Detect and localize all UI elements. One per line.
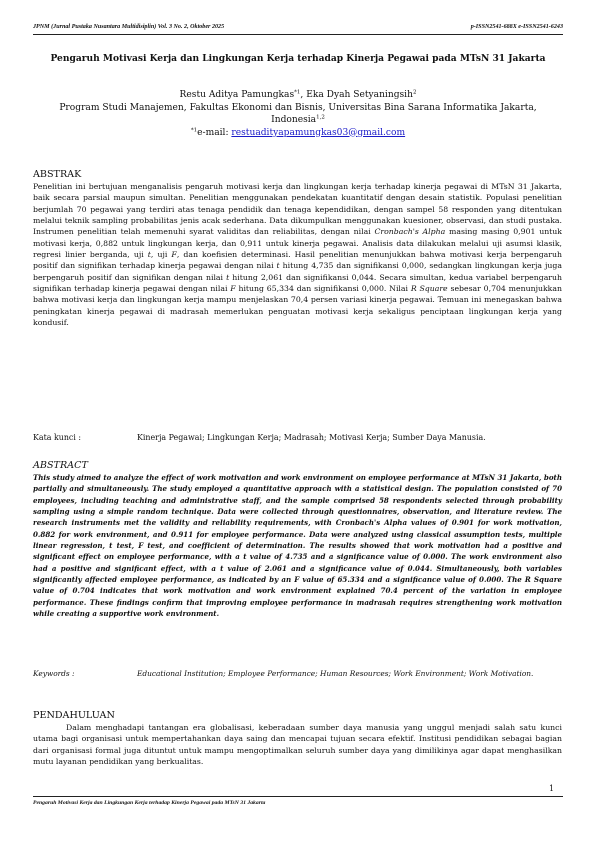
abstrak-em-rsquare: R Square xyxy=(410,284,448,294)
abstrak-text-2: masing masing 0,901 untuk motivasi kerja, 0,882 untuk lingkungan kerja, dan 0,911 untuk kinerja pegawai. Analisis data dilakukan melalui uji asumsi klasik, regresi linier berganda, uji xyxy=(33,227,562,260)
abstrak-text-8: sebesar 0,704 menunjukkan bahwa motivasi kerja dan lingkungan kerja mampu menjelaskan 70,4 persen variasi kinerja pegawai. Temuan ini menegaskan bahwa peningkatan kinerja pegawai di madrasah memerlukan penguatan motivasi kerja sekaligus penciptaan lingkungan kerja yang kondusif. xyxy=(33,284,562,328)
abstrak-em-t1: t xyxy=(147,250,151,260)
email-label: e-mail: xyxy=(197,127,232,138)
author-1: Restu Aditya Pamungkas xyxy=(179,90,295,100)
affiliation-sup: 1,2 xyxy=(316,114,325,121)
abstrak-text-3: , uji xyxy=(150,250,172,260)
abstrak-body xyxy=(33,181,562,328)
pendahuluan-body: Dalam menghadapi tantangan era globalisasi, keberadaan sumber daya manusia yang unggul menjadi salah satu kunci utama bagi organisasi untuk mempertahankan daya saing dan mencapai tujuan secara efektif. Institusi pendidikan sebagai bagian dari organisasi formal juga dituntut untuk mampu mengoptimalkan seluruh sumber daya yang dimilikinya agar dapat menghasilkan mutu layanan pendidikan yang berkualitas. xyxy=(33,723,562,767)
abstrak-heading: ABSTRAK xyxy=(33,169,82,180)
abstrak-text-6: hitung 2,061 dan signifikansi 0,044. Secara simultan, kedua variabel berpengaruh signifikan terhadap kinerja pegawai dengan nilai xyxy=(33,272,562,294)
abstrak-em-cronbach: Cronbach's Alpha xyxy=(374,227,446,237)
paper-title: Pengaruh Motivasi Kerja dan Lingkungan Kerja terhadap Kinerja Pegawai pada MTsN 31 Jakarta xyxy=(50,53,546,64)
running-footer: Pengaruh Motivasi Kerja dan Lingkungan Kerja terhadap Kinerja Pegawai pada MTsN 31 Jakarta xyxy=(33,800,266,806)
email-sup: *1 xyxy=(190,127,198,133)
affiliation-line-1: Program Studi Manajemen, Fakultas Ekonomi dan Bisnis, Universitas Bina Sarana Informatika Jakarta, xyxy=(59,102,537,113)
abstrak-em-f2: F xyxy=(230,284,236,294)
author-2-sup: 2 xyxy=(412,89,417,96)
page-number: 1 xyxy=(549,784,555,793)
author-line xyxy=(33,89,563,102)
pendahuluan-heading: PENDAHULUAN xyxy=(33,710,115,721)
header-rule xyxy=(33,34,563,35)
affiliation-line-2 xyxy=(33,114,563,127)
author-2: Eka Dyah Setyaningsih xyxy=(306,90,413,100)
abstrak-text-7: hitung 65,334 dan signifikansi 0,000. Nilai xyxy=(235,284,411,294)
author-block xyxy=(33,89,563,139)
author-separator: , xyxy=(300,90,307,100)
abstract-heading: ABSTRACT xyxy=(33,460,88,471)
kata-kunci-line xyxy=(33,432,562,443)
keywords-line xyxy=(33,668,562,679)
header-journal-info: JPNM (Jurnal Pustaka Nusantara Multidisiplin) Vol. 3 No. 2, Oktober 2025 xyxy=(33,24,225,30)
abstract-body: This study aimed to analyze the effect of work motivation and work environment on employee performance at MTsN 31 Jakarta, both partially and simultaneously. The study employed a quantitative approach with a statistical design. The population consisted of 70 employees, including teaching and administrative staff, and the sample comprised 58 respondents selected through probability sampling using a simple random technique. Data were collected through questionnaires, observation, and literature review. The research instruments met the validity and reliability requirements, with Cronbach's Alpha values of 0.901 for work motivation, 0.882 for work environment, and 0.911 for employee performance. Data were analyzed using classical assumption tests, multiple linear regression, t test, F test, and coefficient of determination. The results showed that work motivation had a positive and significant effect on employee performance, with a t value of 4.735 and a significance value of 0.000. The work environment also had a positive and significant effect, with a t value of 2.061 and a significance value of 0.044. Simultaneously, both variables significantly affected employee performance, as indicated by an F value of 65.334 and a significance value of 0.000. The R Square value of 0.704 indicates that work motivation and work environment explained 70.4 percent of the variation in employee performance. These findings confirm that improving employee performance in madrasah requires strengthening work motivation while creating a supportive work environment. xyxy=(33,473,562,619)
abstrak-em-f1: F xyxy=(171,250,177,260)
footer-rule xyxy=(33,796,563,797)
abstrak-text-4: , dan koefisien determinasi. Hasil penelitian menunjukkan bahwa motivasi kerja berpengaruh positif dan signifikan terhadap kinerja pegawai dengan nilai xyxy=(33,250,562,271)
running-header xyxy=(33,24,563,30)
kata-kunci-label: Kata kunci : xyxy=(33,433,82,442)
abstrak-text-5: hitung 4,735 dan signifikansi 0,000, sedangkan lingkungan kerja juga berpengaruh positif dan signifikan dengan nilai xyxy=(33,261,562,282)
keywords-value: Educational Institution; Employee Performance; Human Resources; Work Environment; Work Motivation. xyxy=(137,669,534,678)
header-issn: p-ISSN2541-688X e-ISSN2541-6243 xyxy=(470,24,563,30)
affiliation-country: Indonesia xyxy=(271,115,317,125)
email-link[interactable]: restuadityapamungkas03@gmail.com xyxy=(231,127,406,138)
abstrak-em-t3: t xyxy=(226,272,230,282)
abstrak-text-1: Penelitian ini bertujuan menganalisis pengaruh motivasi kerja dan lingkungan kerja terhadap kinerja pegawai di MTsN 31 Jakarta, baik secara parsial maupun simultan. Penelitian menggunakan pendekatan kuantitatif dengan desain statistik. Populasi penelitian berjumlah 70 pegawai yang terdiri atas tenaga pendidik dan tenaga kependidikan, dengan sampel 58 responden yang ditentukan melalui teknik sampling probabilitas jenis acak sederhana. Data dikumpulkan menggunakan kuesioner, observasi, dan studi pustaka. Instrumen penelitian telah memenuhi syarat validitas dan reliabilitas, dengan nilai xyxy=(33,182,562,237)
author-1-sup: *1 xyxy=(294,89,301,96)
kata-kunci-value: Kinerja Pegawai; Lingkungan Kerja; Madrasah; Motivasi Kerja; Sumber Daya Manusia. xyxy=(137,433,486,442)
keywords-label: Keywords : xyxy=(33,669,75,678)
abstrak-em-t2: t xyxy=(276,261,280,271)
email-line xyxy=(33,127,563,140)
